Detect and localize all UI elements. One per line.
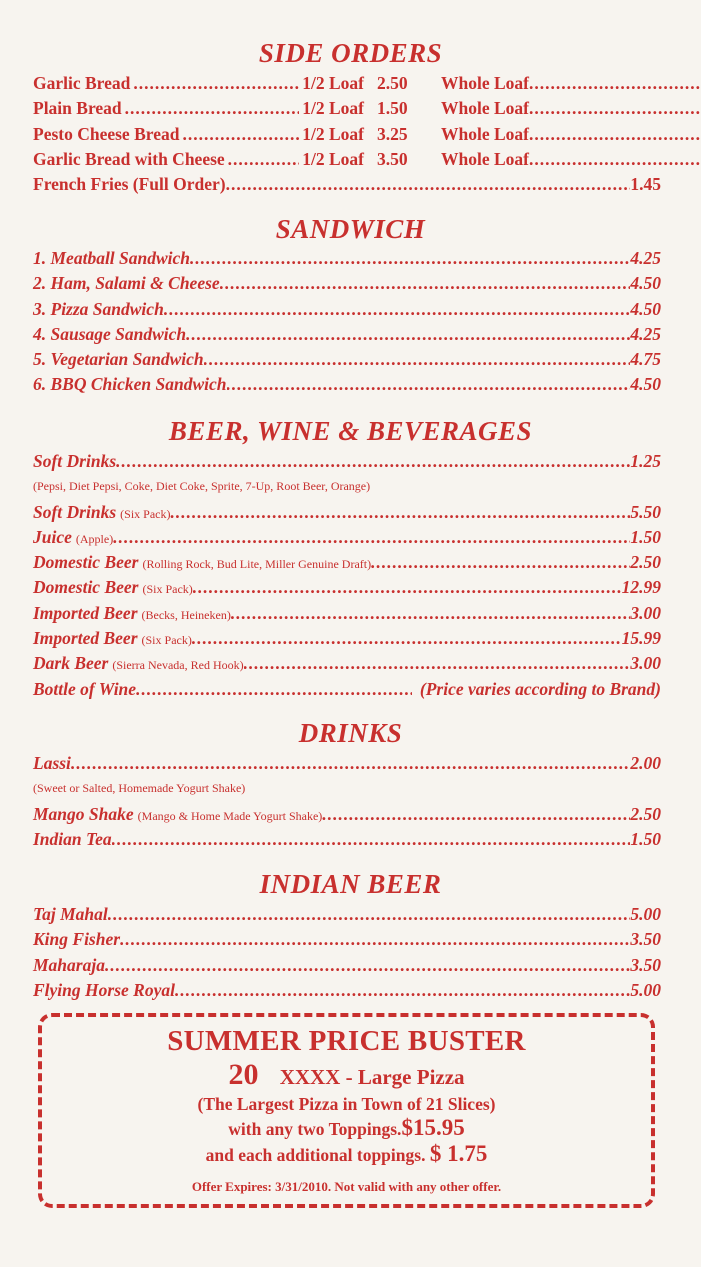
whole-label: Whole Loaf (441, 73, 529, 93)
item-name: 1. Meatball Sandwich (33, 248, 191, 268)
list-item (33, 751, 661, 776)
side-orders-title: SIDE ORDERS (258, 38, 443, 68)
list-item (33, 575, 661, 600)
list-item (33, 601, 661, 626)
whole-label: Whole Loaf (441, 148, 529, 169)
leader-dots (529, 122, 701, 147)
indian-beer-list (33, 902, 661, 1003)
list-item (33, 322, 661, 347)
whole-label: Whole Loaf (441, 123, 529, 144)
item-name: Imported Beer (33, 602, 138, 623)
item-price: 12.99 (621, 577, 661, 598)
promo-number: 20 (228, 1058, 259, 1091)
list-item (33, 902, 661, 927)
promo-title: SUMMER PRICE BUSTER (167, 1025, 526, 1057)
item-name: Maharaja (33, 954, 105, 975)
promo-toppings-text: with any two Toppings. (228, 1119, 402, 1139)
leader-dots (136, 677, 412, 702)
item-note: (Six Pack) (142, 582, 193, 597)
item-note: (Sweet or Salted, Homemade Yogurt Shake) (33, 781, 246, 796)
list-item (33, 96, 661, 121)
item-price: 1.45 (630, 174, 661, 195)
list-item (33, 953, 661, 978)
item-price: 3.00 (630, 602, 661, 623)
list-item (33, 122, 661, 147)
sandwich-list (33, 246, 661, 398)
promo-toppings-price: $15.95 (401, 1115, 465, 1140)
item-price: 4.25 (630, 323, 661, 344)
leader-dots (71, 751, 630, 776)
half-price: 3.50 (377, 148, 408, 169)
promo-additional-line (42, 1141, 651, 1167)
item-price: 4.50 (630, 374, 661, 395)
item-note: (Mango & Home Made Yogurt Shake) (137, 808, 323, 823)
item-note: (Sierra Nevada, Red Hook) (112, 658, 244, 673)
item-name: Pesto Cheese Bread (33, 123, 180, 144)
item-price: 4.25 (630, 248, 661, 268)
item-name: 6. BBQ Chicken Sandwich (33, 374, 227, 395)
leader-dots (226, 172, 631, 197)
leader-dots (175, 978, 630, 1003)
promo-additional-text: and each additional toppings. (205, 1145, 426, 1165)
list-item (33, 71, 661, 96)
item-price: 1.50 (630, 828, 661, 849)
item-name: 4. Sausage Sandwich (33, 323, 187, 344)
leader-dots (182, 122, 299, 147)
beverages-title: BEER, WINE & BEVERAGES (168, 416, 533, 446)
list-item (33, 172, 661, 197)
item-name: King Fisher (33, 929, 121, 950)
item-name: Bottle of Wine (33, 678, 137, 699)
whole-label: Whole Loaf (441, 98, 529, 119)
leader-dots (125, 96, 300, 121)
promo-additional-price: $ 1.75 (429, 1141, 488, 1166)
item-price: 3.50 (630, 929, 661, 950)
list-item (33, 246, 661, 271)
item-price: (Price varies according to Brand) (419, 678, 661, 699)
item-name: 5. Vegetarian Sandwich (33, 349, 204, 370)
item-price: 4.50 (630, 298, 661, 319)
list-item (33, 802, 661, 827)
item-name: Garlic Bread (33, 73, 131, 93)
leader-dots (105, 953, 630, 978)
item-price: 4.75 (630, 349, 661, 370)
item-name: Garlic Bread with Cheese (33, 148, 225, 169)
item-price: 4.50 (630, 273, 661, 294)
item-name: Plain Bread (33, 98, 122, 119)
item-price: 5.50 (630, 501, 661, 522)
item-name: Imported Beer (33, 628, 138, 649)
list-item (33, 651, 661, 676)
item-name: Mango Shake (33, 803, 134, 824)
leader-dots (220, 271, 631, 296)
item-name: Dark Beer (33, 653, 109, 674)
item-price: 3.50 (630, 954, 661, 975)
list-item (33, 297, 661, 322)
list-item (33, 525, 661, 550)
item-price: 5.00 (630, 904, 661, 924)
leader-dots (170, 500, 630, 525)
promo-expires: Offer Expires: 3/31/2010. Not valid with any other offer. (191, 1179, 502, 1194)
promo-toppings-line (42, 1115, 651, 1141)
half-label: 1/2 Loaf (302, 148, 364, 169)
leader-dots (192, 626, 622, 651)
item-price: 2.50 (630, 803, 661, 824)
list-item (33, 827, 661, 852)
item-note: (Becks, Heineken) (141, 607, 231, 622)
item-price: 3.00 (630, 653, 661, 674)
promo-pizza: XXXX - Large Pizza (279, 1065, 465, 1089)
leader-dots (190, 246, 630, 271)
item-name: Flying Horse Royal (33, 979, 175, 1000)
half-label: 1/2 Loaf (302, 123, 364, 144)
list-item (33, 372, 661, 397)
leader-dots (231, 601, 631, 626)
leader-dots (322, 802, 630, 827)
leader-dots (133, 71, 299, 96)
item-note: (Six Pack) (141, 633, 192, 648)
item-note: (Apple) (75, 531, 114, 546)
leader-dots (371, 550, 630, 575)
item-name: French Fries (Full Order) (33, 174, 226, 195)
leader-dots (529, 147, 701, 172)
beverages-list (33, 449, 661, 702)
half-price: 3.25 (377, 123, 408, 144)
item-note: (Rolling Rock, Bud Lite, Miller Genuine Draft) (142, 557, 372, 572)
list-item (33, 449, 661, 474)
promo-description: (The Largest Pizza in Town of 21 Slices) (197, 1094, 496, 1114)
item-price: 1.25 (630, 451, 661, 471)
drinks-title: DRINKS (298, 718, 403, 748)
sandwich-title: SANDWICH (275, 214, 426, 244)
list-item (33, 626, 661, 651)
item-name: Soft Drinks (33, 501, 117, 522)
item-name: Lassi (33, 753, 71, 773)
leader-dots (529, 96, 701, 121)
leader-dots (529, 71, 701, 96)
item-note: (Pepsi, Diet Pepsi, Coke, Diet Coke, Sprite, 7-Up, Root Beer, Orange) (33, 479, 371, 494)
item-name: Soft Drinks (33, 451, 117, 471)
list-item (33, 500, 661, 525)
item-price: 15.99 (621, 628, 661, 649)
item-name: Domestic Beer (33, 552, 139, 573)
leader-dots (108, 902, 631, 927)
item-price: 2.50 (630, 552, 661, 573)
list-item (33, 347, 661, 372)
leader-dots (227, 372, 631, 397)
item-price: 2.00 (630, 753, 661, 773)
side-orders-list (33, 71, 661, 197)
leader-dots (120, 927, 630, 952)
item-name: Juice (33, 526, 72, 547)
item-name: 3. Pizza Sandwich (33, 298, 164, 319)
item-name: 2. Ham, Salami & Cheese (33, 273, 220, 294)
leader-dots (164, 297, 631, 322)
list-item (33, 550, 661, 575)
item-name: Indian Tea (33, 828, 112, 849)
leader-dots (228, 147, 300, 172)
item-name: Taj Mahal (33, 904, 108, 924)
list-item (33, 147, 661, 172)
leader-dots (112, 827, 631, 852)
leader-dots (116, 449, 630, 474)
leader-dots (113, 525, 630, 550)
promo-coupon (38, 1013, 655, 1208)
item-price: 1.50 (630, 526, 661, 547)
drinks-list (33, 751, 661, 852)
leader-dots (186, 322, 630, 347)
leader-dots (193, 575, 622, 600)
leader-dots (244, 651, 631, 676)
item-note: (Six Pack) (120, 506, 171, 521)
item-price: 5.00 (630, 979, 661, 1000)
leader-dots (204, 347, 631, 372)
item-name: Domestic Beer (33, 577, 139, 598)
half-price: 1.50 (377, 98, 408, 119)
indian-beer-title: INDIAN BEER (259, 869, 442, 899)
list-item (33, 927, 661, 952)
list-item (33, 677, 661, 702)
list-item (33, 271, 661, 296)
half-price: 2.50 (377, 73, 408, 93)
promo-pizza-line (42, 1058, 651, 1092)
half-label: 1/2 Loaf (302, 98, 364, 119)
half-label: 1/2 Loaf (302, 73, 364, 93)
list-item (33, 978, 661, 1003)
